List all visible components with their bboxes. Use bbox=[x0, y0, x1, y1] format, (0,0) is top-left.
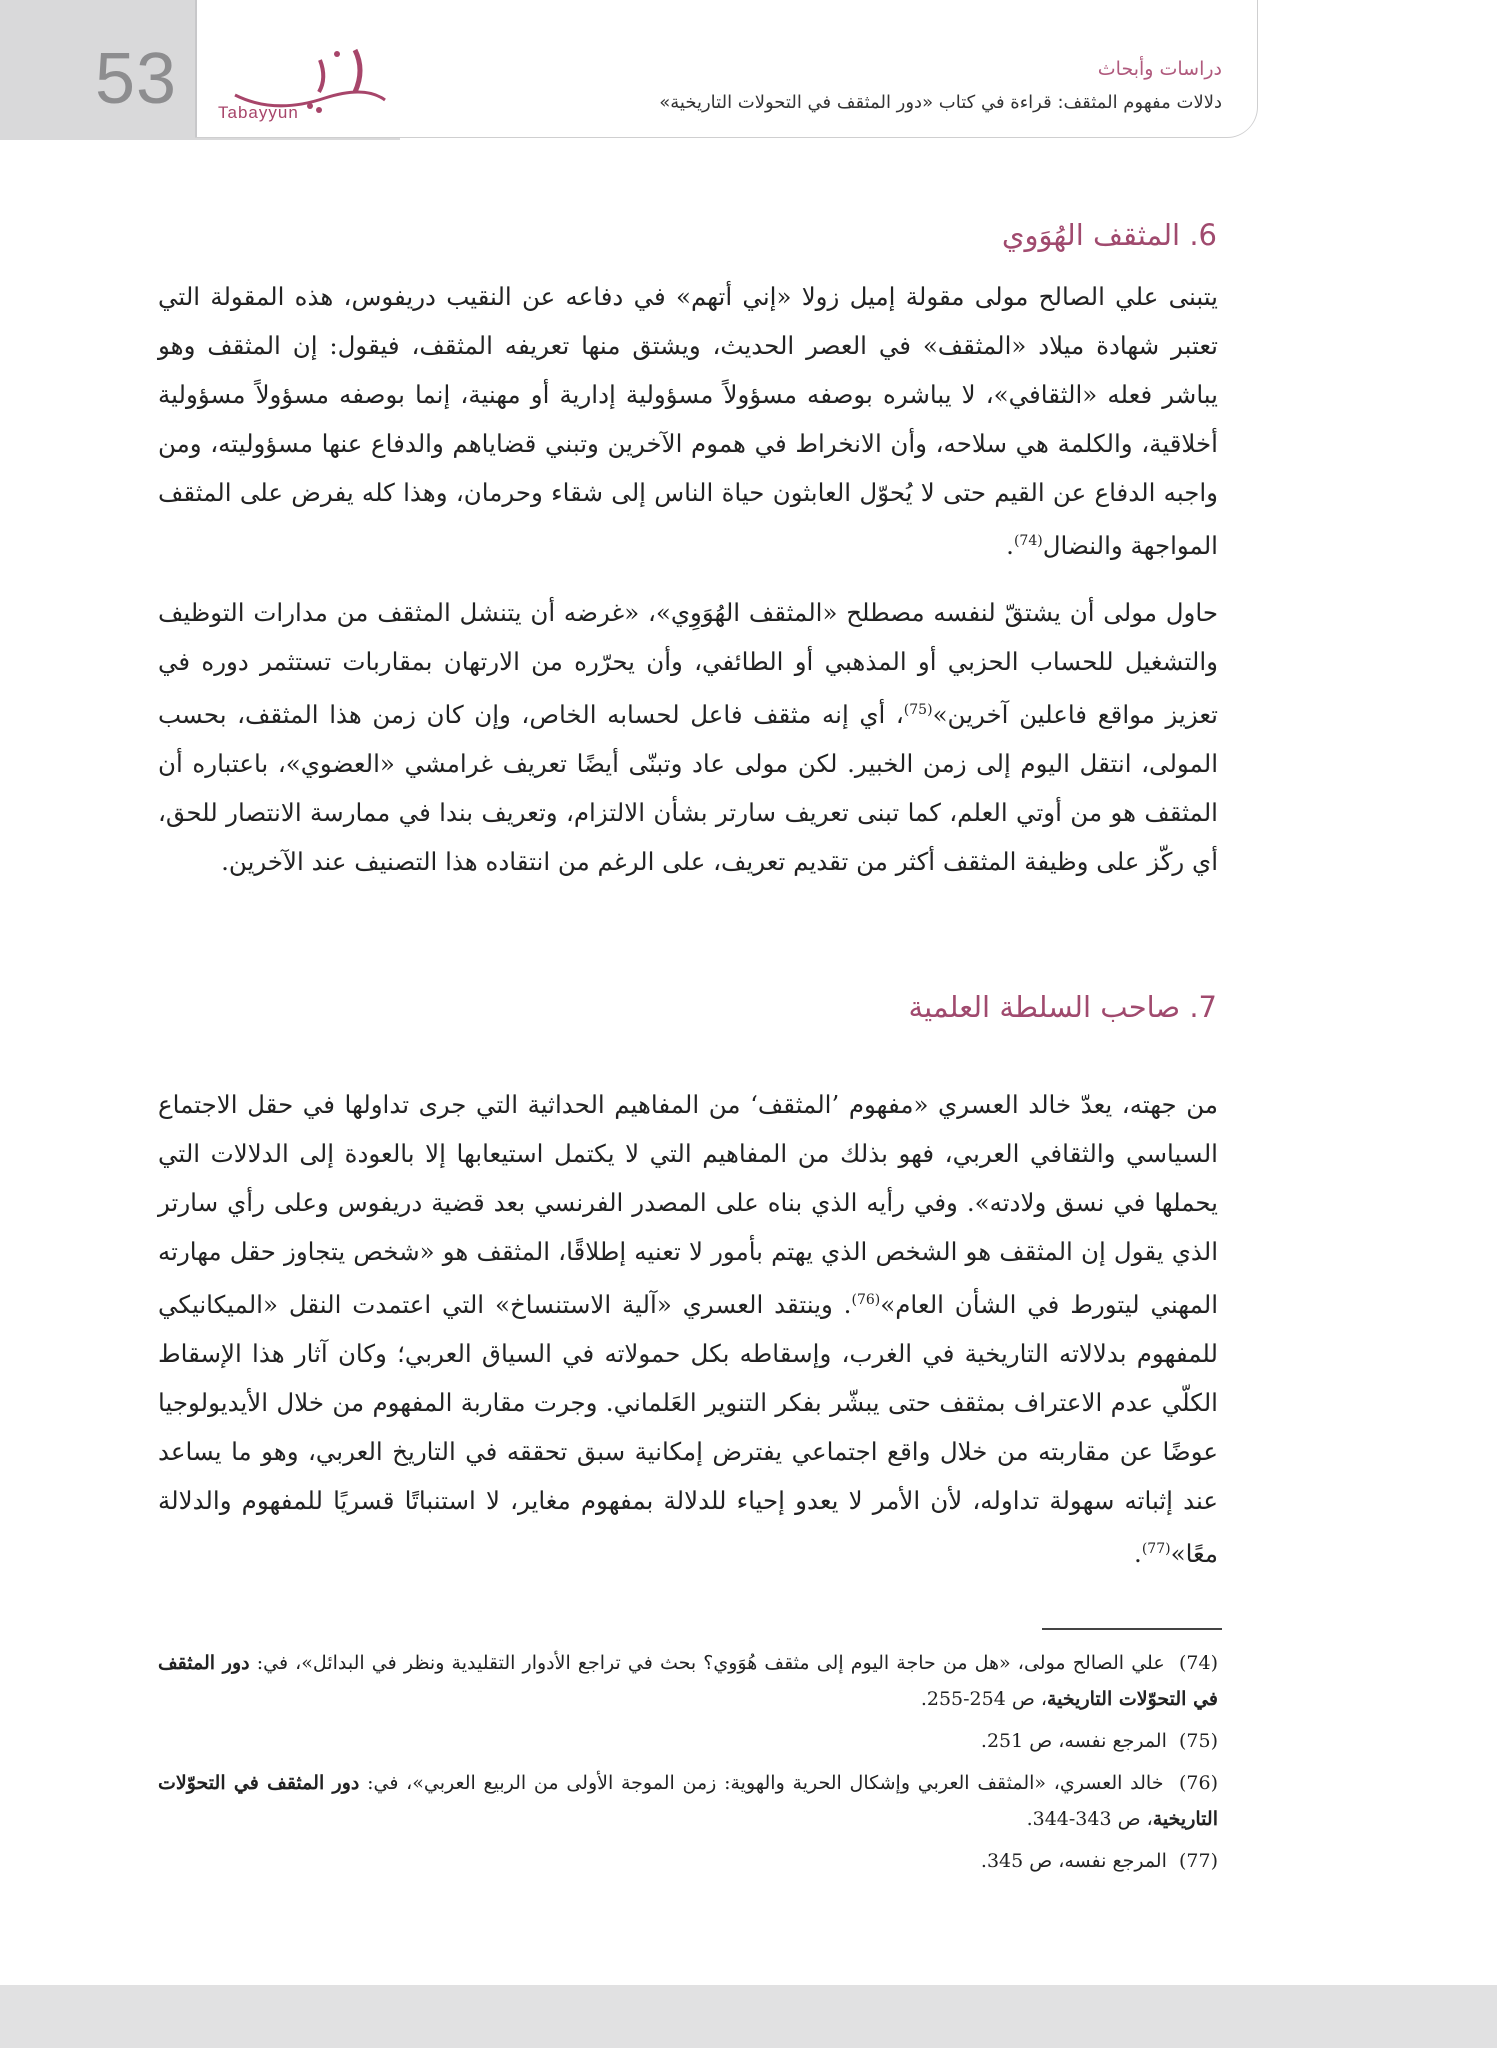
footnote-ref: (76) bbox=[851, 1292, 881, 1308]
section-6-heading: 6. المثقف الهُوَوي bbox=[1001, 218, 1217, 252]
footnote-separator bbox=[1042, 1628, 1222, 1630]
paragraph bbox=[158, 1080, 1218, 1578]
footnote-pages: ، ص 254-255. bbox=[920, 1688, 1047, 1710]
footnote-book-title: دور المثقف في التحوّلات التاريخية bbox=[158, 1772, 1218, 1830]
footnote-book-title: دور المثقف في التحوّلات التاريخية bbox=[158, 1652, 1218, 1710]
page-number: 53 bbox=[95, 39, 178, 119]
section-tag: دراسات وأبحاث bbox=[1097, 58, 1222, 80]
paragraph-text: يتبنى علي الصالح مولى مقولة إميل زولا «إني أتهم» في دفاعه عن النقيب دريفوس، هذه المقولة التي تعتبر شهادة ميلاد «المثقف» في العصر الحديث، ويشتق منها تعريفه المثقف، فيقول: إن المثقف وهو يباشر فعله «الثقافي»، لا يباشره بوصفه مسؤولاً مسؤولية إدارية أو مهنية، إنما بوصفه مسؤولاً مسؤولية أخلاقية، والكلمة هي سلاحه، وأن الانخراط في هموم الآخرين وتبني قضاياهم والدفاع عنها مسؤوليته، ومن واجبه الدفاع عن القيم حتى لا يُحوّل العابثون حياة الناس إلى شقاء وحرمان، وهذا كله يفرض على المثقف المواجهة والنضال bbox=[158, 282, 1219, 561]
footnote-number: (76) bbox=[1178, 1772, 1218, 1794]
footnote bbox=[158, 1843, 1218, 1879]
footnote-pages: ، ص 343-344. bbox=[1026, 1808, 1153, 1830]
footnote bbox=[158, 1765, 1218, 1837]
footnote-number: (77) bbox=[1178, 1850, 1218, 1872]
section-6-body bbox=[158, 272, 1218, 886]
footnote bbox=[158, 1645, 1218, 1717]
paragraph-text: ، أي إنه مثقف فاعل لحسابه الخاص، وإن كان زمن هذا المثقف، بحسب المولى، انتقل اليوم إلى زمن الخبير. لكن مولى عاد وتبنّى أيضًا تعريف غرامشي «العضوي»، باعتباره أن المثقف هو من أوتي العلم، كما تبنى تعريف سارتر بشأن الالتزام، وتعريف بندا في ممارسة الانتصار للحق، أي ركّز على وظيفة المثقف أكثر من تقديم تعريف، على الرغم من انتقاده هذا التصنيف عند الآخرين. bbox=[158, 700, 1218, 877]
footnote-text: خالد العسري، «المثقف العربي وإشكال الحرية والهوية: زمن الموجة الأولى من الربيع العربي»، في: bbox=[359, 1772, 1164, 1794]
paragraph: يتبنى علي الصالح مولى مقولة إميل زولا «إني أتهم» في دفاعه عن النقيب دريفوس، هذه المقولة التي تعتبر شهادة ميلاد «المثقف» في العصر الحديث، ويشتق منها تعريفه المثقف، فيقول: إن المثقف وهو يباشر فعله «الثقافي»، لا يباشره بوصفه مسؤولاً مسؤولية إدارية أو مهنية، إنما بوصفه مسؤولاً مسؤولية أخلاقية، والكلمة هي سلاحه، وأن الانخراط في هموم الآخرين وتبني قضاياهم والدفاع عنها مسؤوليته، ومن واجبه الدفاع عن القيم حتى لا يُحوّل العابثون حياة الناس إلى شقاء وحرمان، وهذا كله يفرض على المثقف المواجهة والنضال$^{(74)}$. bbox=[158, 282, 1219, 561]
paragraph-text: حاول مولى أن يشتقّ لنفسه مصطلح «المثقف الهُوَوِي»، «غرضه أن يتنشل المثقف من مدارات التوظيف والتشغيل للحساب الحزبي أو المذهبي أو الطائفي، وأن يحرّره من الارتهان بمقاربات تستثمر دوره في تعزيز مواقع فاعلين آخرين» bbox=[158, 598, 1218, 730]
footnote-text: علي الصالح مولى، «هل من حاجة اليوم إلى مثقف هُوَوي؟ بحث في تراجع الأدوار التقليدية ونظر في البدائل»، في: bbox=[249, 1652, 1165, 1674]
running-title: دلالات مفهوم المثقف: قراءة في كتاب «دور المثقف في التحولات التاريخية» bbox=[659, 92, 1222, 113]
paragraph-text: من جهته، يعدّ خالد العسري «مفهوم ’المثقف‘ من المفاهيم الحداثية التي جرى تداولها في حقل الاجتماع السياسي والثقافي العربي، فهو بذلك من المفاهيم التي لا يكتمل استيعابها إلا بالعودة إلى الدلالات التي يحملها في نسق ولادته». وفي رأيه الذي بناه على المصدر الفرنسي بعد قضية دريفوس وعلى رأي سارتر الذي يقول إن المثقف هو الشخص الذي يهتم بأمور لا تعنيه إطلاقًا، المثقف هو «شخص يتجاوز حقل مهارته المهني ليتورط في الشأن العام» bbox=[158, 1090, 1219, 1320]
footnote-ref: (75) bbox=[903, 702, 933, 719]
footnote-number: (74) bbox=[1178, 1652, 1218, 1674]
footnote-ref: (77) bbox=[1141, 1541, 1171, 1558]
footnote-number: (75) bbox=[1178, 1730, 1218, 1752]
footnotes bbox=[158, 1645, 1218, 1885]
header-divider bbox=[195, 0, 197, 137]
section-7-heading: 7. صاحب السلطة العلمية bbox=[908, 990, 1217, 1024]
section-7-body bbox=[158, 1080, 1218, 1578]
logo-text: Tabayyun bbox=[218, 103, 299, 122]
footnote bbox=[158, 1723, 1218, 1759]
footnote-text: المرجع نفسه، ص 345. bbox=[980, 1850, 1167, 1872]
paragraph-end: . bbox=[1134, 1539, 1142, 1569]
paragraph bbox=[158, 588, 1218, 886]
footnote-ref: (74) bbox=[1013, 533, 1043, 549]
footer-band bbox=[0, 1985, 1497, 2048]
footnote-text: المرجع نفسه، ص 251. bbox=[980, 1730, 1167, 1752]
paragraph-text: . وينتقد العسري «آلية الاستنساخ» التي اعتمدت النقل «الميكانيكي للمفهوم بدلالاته التاريخية في الغرب، وإسقاطه بكل حمولاته في السياق العربي؛ وكان آثار هذا الإسقاط الكلّي عدم الاعتراف بمثقف حتى يبشّر بفكر التنوير العَلماني. وجرت مقاربة المفهوم من خلال الأيديولوجيا عوضًا عن مقاربته من خلال واقع اجتماعي يفترض إمكانية سبق تحققه في التاريخ العربي، وهو ما يساعد عند إثباته سهولة تداوله، لأن الأمر لا يعدو إحياء للدلالة بمفهوم مغاير، لا استنباتًا قسريًا للمفهوم والدلالة معًا» bbox=[158, 1290, 1218, 1569]
